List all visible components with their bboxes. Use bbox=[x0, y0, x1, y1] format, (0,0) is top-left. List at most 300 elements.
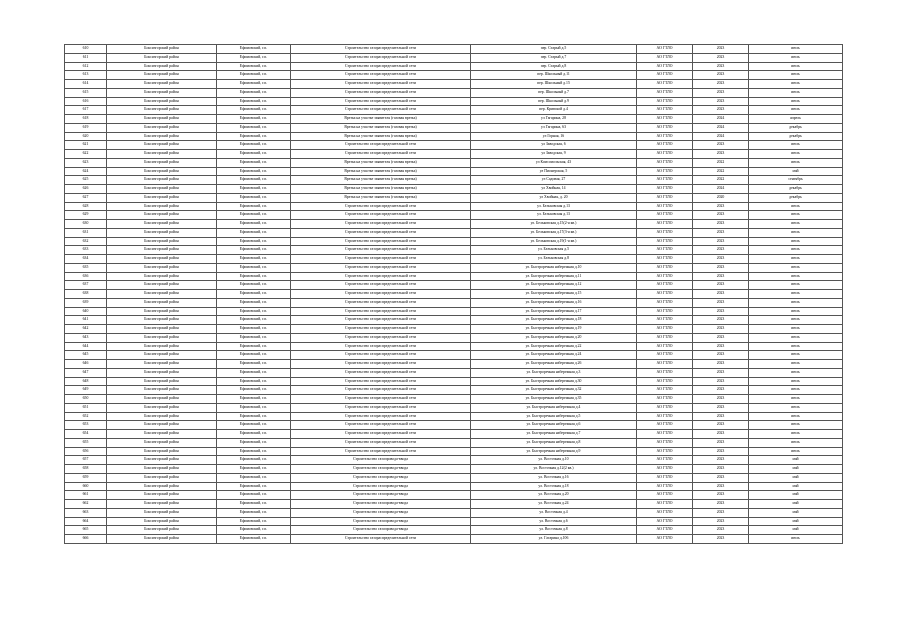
table-row bbox=[65, 193, 843, 202]
table-row bbox=[65, 263, 843, 272]
district-cell: Боксизгорский район bbox=[107, 368, 217, 377]
organization-cell: АО ГТЛО bbox=[637, 167, 693, 176]
organization-cell: АО ГТЛО bbox=[637, 290, 693, 299]
address-cell: ул. Гагарина д.106 bbox=[471, 535, 637, 544]
row-number-cell: 654 bbox=[65, 430, 107, 439]
district-cell: Боксизгорский район bbox=[107, 220, 217, 229]
work-type-cell: Строительство газораспределительной сети bbox=[291, 62, 471, 71]
year-cell: 2023 bbox=[693, 263, 749, 272]
district-cell: Боксизгорский район bbox=[107, 158, 217, 167]
district-cell: Боксизгорский район bbox=[107, 342, 217, 351]
table-row bbox=[65, 307, 843, 316]
table-row bbox=[65, 176, 843, 185]
table-row bbox=[65, 360, 843, 369]
work-type-cell: Врезка на участке заявителя (газовая врезка) bbox=[291, 123, 471, 132]
address-cell: ул. Бельковская д.15(2-я кв.) bbox=[471, 220, 637, 229]
work-type-cell: Строительство газопровода-ввода bbox=[291, 473, 471, 482]
settlement-cell: Ефимовский, г.п. bbox=[217, 307, 291, 316]
table-row bbox=[65, 430, 843, 439]
table-row bbox=[65, 97, 843, 106]
work-type-cell: Строительство газораспределительной сети bbox=[291, 395, 471, 404]
table-row bbox=[65, 185, 843, 194]
organization-cell: АО ГТЛО bbox=[637, 176, 693, 185]
work-type-cell: Строительство газораспределительной сети bbox=[291, 316, 471, 325]
month-cell: июль bbox=[749, 535, 843, 544]
settlement-cell: Ефимовский, г.п. bbox=[217, 272, 291, 281]
organization-cell: АО ГТЛО bbox=[637, 500, 693, 509]
table-row bbox=[65, 80, 843, 89]
row-number-cell: 663 bbox=[65, 508, 107, 517]
work-type-cell: Строительство газораспределительной сети bbox=[291, 342, 471, 351]
address-cell: ул. Быстроречная набережная д.35 bbox=[471, 395, 637, 404]
work-type-cell: Строительство газопровода-ввода bbox=[291, 491, 471, 500]
table-row bbox=[65, 535, 843, 544]
table-row bbox=[65, 115, 843, 124]
year-cell: 2023 bbox=[693, 150, 749, 159]
year-cell: 2023 bbox=[693, 97, 749, 106]
district-cell: Боксизгорский район bbox=[107, 333, 217, 342]
row-number-cell: 630 bbox=[65, 220, 107, 229]
address-cell: ул. Восточная д.24 bbox=[471, 500, 637, 509]
settlement-cell: Ефимовский, г.п. bbox=[217, 298, 291, 307]
year-cell: 2023 bbox=[693, 246, 749, 255]
address-cell: ул. Быстроречная набережная д.24 bbox=[471, 351, 637, 360]
settlement-cell: Ефимовский, г.п. bbox=[217, 430, 291, 439]
row-number-cell: 646 bbox=[65, 360, 107, 369]
row-number-cell: 613 bbox=[65, 71, 107, 80]
year-cell: 2023 bbox=[693, 71, 749, 80]
work-type-cell: Строительство газораспределительной сети bbox=[291, 220, 471, 229]
address-cell: ул. Восточная д.12(2 кв.) bbox=[471, 465, 637, 474]
month-cell: июль bbox=[749, 395, 843, 404]
year-cell: 2024 bbox=[693, 123, 749, 132]
year-cell: 2022 bbox=[693, 167, 749, 176]
month-cell: июль bbox=[749, 333, 843, 342]
row-number-cell: 660 bbox=[65, 482, 107, 491]
work-type-cell: Строительство газораспределительной сети bbox=[291, 535, 471, 544]
organization-cell: АО ГТЛО bbox=[637, 438, 693, 447]
month-cell: июль bbox=[749, 386, 843, 395]
month-cell: май bbox=[749, 526, 843, 535]
year-cell: 2023 bbox=[693, 220, 749, 229]
work-type-cell: Строительство газораспределительной сети bbox=[291, 333, 471, 342]
district-cell: Боксизгорский район bbox=[107, 517, 217, 526]
table-row bbox=[65, 403, 843, 412]
row-number-cell: 631 bbox=[65, 228, 107, 237]
district-cell: Боксизгорский район bbox=[107, 45, 217, 54]
year-cell: 2023 bbox=[693, 473, 749, 482]
address-cell: пер. Старый д.5 bbox=[471, 45, 637, 54]
address-cell: ул. Быстроречная набережная д.26 bbox=[471, 360, 637, 369]
row-number-cell: 664 bbox=[65, 517, 107, 526]
address-cell: ул Пионерская, 5 bbox=[471, 167, 637, 176]
work-type-cell: Строительство газораспределительной сети bbox=[291, 403, 471, 412]
settlement-cell: Ефимовский, г.п. bbox=[217, 473, 291, 482]
work-type-cell: Строительство газораспределительной сети bbox=[291, 430, 471, 439]
organization-cell: АО ГТЛО bbox=[637, 517, 693, 526]
month-cell: июль bbox=[749, 246, 843, 255]
month-cell: июль bbox=[749, 220, 843, 229]
row-number-cell: 640 bbox=[65, 307, 107, 316]
district-cell: Боксизгорский район bbox=[107, 263, 217, 272]
settlement-cell: Ефимовский, г.п. bbox=[217, 535, 291, 544]
work-type-cell: Строительство газораспределительной сети bbox=[291, 290, 471, 299]
work-type-cell: Строительство газораспределительной сети bbox=[291, 298, 471, 307]
settlement-cell: Ефимовский, г.п. bbox=[217, 141, 291, 150]
address-cell: ул. Быстроречная набережная д.7 bbox=[471, 430, 637, 439]
district-cell: Боксизгорский район bbox=[107, 500, 217, 509]
organization-cell: АО ГТЛО bbox=[637, 333, 693, 342]
organization-cell: АО ГТЛО bbox=[637, 456, 693, 465]
address-cell: ул. Быстроречная набережная д.12 bbox=[471, 281, 637, 290]
year-cell: 2023 bbox=[693, 106, 749, 115]
year-cell: 2024 bbox=[693, 185, 749, 194]
table-row bbox=[65, 132, 843, 141]
row-number-cell: 618 bbox=[65, 115, 107, 124]
work-type-cell: Строительство газораспределительной сети bbox=[291, 88, 471, 97]
organization-cell: АО ГТЛО bbox=[637, 395, 693, 404]
year-cell: 2023 bbox=[693, 500, 749, 509]
month-cell: июль bbox=[749, 307, 843, 316]
district-cell: Боксизгорский район bbox=[107, 106, 217, 115]
month-cell: апрель bbox=[749, 115, 843, 124]
row-number-cell: 616 bbox=[65, 97, 107, 106]
month-cell: июль bbox=[749, 228, 843, 237]
table-row bbox=[65, 386, 843, 395]
settlement-cell: Ефимовский, г.п. bbox=[217, 45, 291, 54]
address-cell: ул. Бельковская д.5 bbox=[471, 246, 637, 255]
organization-cell: АО ГТЛО bbox=[637, 342, 693, 351]
row-number-cell: 612 bbox=[65, 62, 107, 71]
year-cell: 2023 bbox=[693, 202, 749, 211]
table-row bbox=[65, 62, 843, 71]
year-cell: 2023 bbox=[693, 395, 749, 404]
settlement-cell: Ефимовский, г.п. bbox=[217, 508, 291, 517]
row-number-cell: 626 bbox=[65, 185, 107, 194]
table-row bbox=[65, 45, 843, 54]
year-cell: 2023 bbox=[693, 403, 749, 412]
table-row bbox=[65, 272, 843, 281]
organization-cell: АО ГТЛО bbox=[637, 246, 693, 255]
work-type-cell: Строительство газораспределительной сети bbox=[291, 386, 471, 395]
work-type-cell: Строительство газораспределительной сети bbox=[291, 106, 471, 115]
address-cell: ул. Быстроречная набережная д.16 bbox=[471, 298, 637, 307]
address-cell: пер. Школьный д.11 bbox=[471, 71, 637, 80]
row-number-cell: 651 bbox=[65, 403, 107, 412]
settlement-cell: Ефимовский, г.п. bbox=[217, 377, 291, 386]
row-number-cell: 627 bbox=[65, 193, 107, 202]
month-cell: июль bbox=[749, 88, 843, 97]
address-cell: пер. Старый д.8 bbox=[471, 62, 637, 71]
settlement-cell: Ефимовский, г.п. bbox=[217, 403, 291, 412]
row-number-cell: 652 bbox=[65, 412, 107, 421]
work-type-cell: Строительство газораспределительной сети bbox=[291, 272, 471, 281]
row-number-cell: 648 bbox=[65, 377, 107, 386]
table-row bbox=[65, 71, 843, 80]
district-cell: Боксизгорский район bbox=[107, 473, 217, 482]
organization-cell: АО ГТЛО bbox=[637, 263, 693, 272]
month-cell: май bbox=[749, 167, 843, 176]
organization-cell: АО ГТЛО bbox=[637, 298, 693, 307]
table-body bbox=[65, 45, 843, 544]
organization-cell: АО ГТЛО bbox=[637, 412, 693, 421]
settlement-cell: Ефимовский, г.п. bbox=[217, 246, 291, 255]
work-type-cell: Строительство газопровода-ввода bbox=[291, 517, 471, 526]
address-cell: пер. Старый д.7 bbox=[471, 53, 637, 62]
organization-cell: АО ГТЛО bbox=[637, 228, 693, 237]
organization-cell: АО ГТЛО bbox=[637, 351, 693, 360]
work-type-cell: Строительство газораспределительной сети bbox=[291, 307, 471, 316]
month-cell: июль bbox=[749, 438, 843, 447]
settlement-cell: Ефимовский, г.п. bbox=[217, 62, 291, 71]
settlement-cell: Ефимовский, г.п. bbox=[217, 71, 291, 80]
organization-cell: АО ГТЛО bbox=[637, 272, 693, 281]
table-row bbox=[65, 412, 843, 421]
year-cell: 2023 bbox=[693, 307, 749, 316]
work-type-cell: Строительство газопровода-ввода bbox=[291, 465, 471, 474]
settlement-cell: Ефимовский, г.п. bbox=[217, 342, 291, 351]
settlement-cell: Ефимовский, г.п. bbox=[217, 438, 291, 447]
settlement-cell: Ефимовский, г.п. bbox=[217, 412, 291, 421]
district-cell: Боксизгорский район bbox=[107, 395, 217, 404]
table-row bbox=[65, 333, 843, 342]
district-cell: Боксизгорский район bbox=[107, 281, 217, 290]
year-cell: 2023 bbox=[693, 325, 749, 334]
address-cell: ул. Быстроречная набережная д.32 bbox=[471, 386, 637, 395]
work-type-cell: Строительство газораспределительной сети bbox=[291, 255, 471, 264]
settlement-cell: Ефимовский, г.п. bbox=[217, 368, 291, 377]
month-cell: май bbox=[749, 500, 843, 509]
settlement-cell: Ефимовский, г.п. bbox=[217, 228, 291, 237]
month-cell: июль bbox=[749, 150, 843, 159]
district-cell: Боксизгорский район bbox=[107, 150, 217, 159]
work-type-cell: Врезка на участке заявителя (газовая врезка) bbox=[291, 167, 471, 176]
settlement-cell: Ефимовский, г.п. bbox=[217, 80, 291, 89]
district-cell: Боксизгорский район bbox=[107, 298, 217, 307]
settlement-cell: Ефимовский, г.п. bbox=[217, 176, 291, 185]
year-cell: 2023 bbox=[693, 80, 749, 89]
organization-cell: АО ГТЛО bbox=[637, 211, 693, 220]
year-cell: 2023 bbox=[693, 438, 749, 447]
month-cell: июль bbox=[749, 45, 843, 54]
work-type-cell: Строительство газораспределительной сети bbox=[291, 150, 471, 159]
month-cell: май bbox=[749, 508, 843, 517]
table-row bbox=[65, 237, 843, 246]
district-cell: Боксизгорский район bbox=[107, 421, 217, 430]
district-cell: Боксизгорский район bbox=[107, 272, 217, 281]
district-cell: Боксизгорский район bbox=[107, 456, 217, 465]
organization-cell: АО ГТЛО bbox=[637, 80, 693, 89]
settlement-cell: Ефимовский, г.п. bbox=[217, 333, 291, 342]
district-cell: Боксизгорский район bbox=[107, 132, 217, 141]
settlement-cell: Ефимовский, г.п. bbox=[217, 167, 291, 176]
year-cell: 2023 bbox=[693, 526, 749, 535]
work-type-cell: Строительство газораспределительной сети bbox=[291, 237, 471, 246]
district-cell: Боксизгорский район bbox=[107, 377, 217, 386]
organization-cell: АО ГТЛО bbox=[637, 255, 693, 264]
settlement-cell: Ефимовский, г.п. bbox=[217, 202, 291, 211]
month-cell: июль bbox=[749, 290, 843, 299]
table-row bbox=[65, 456, 843, 465]
row-number-cell: 655 bbox=[65, 438, 107, 447]
address-cell: ул. Восточная д.6 bbox=[471, 517, 637, 526]
address-cell: ул. Бельковская д.13 bbox=[471, 202, 637, 211]
work-type-cell: Строительство газораспределительной сети bbox=[291, 351, 471, 360]
organization-cell: АО ГТЛО bbox=[637, 123, 693, 132]
organization-cell: АО ГТЛО bbox=[637, 97, 693, 106]
work-type-cell: Строительство газораспределительной сети bbox=[291, 447, 471, 456]
address-cell: пер. Кривской д.4 bbox=[471, 106, 637, 115]
work-type-cell: Строительство газопровода-ввода bbox=[291, 482, 471, 491]
table-row bbox=[65, 53, 843, 62]
year-cell: 2022 bbox=[693, 158, 749, 167]
settlement-cell: Ефимовский, г.п. bbox=[217, 395, 291, 404]
row-number-cell: 649 bbox=[65, 386, 107, 395]
row-number-cell: 642 bbox=[65, 325, 107, 334]
table-row bbox=[65, 465, 843, 474]
row-number-cell: 645 bbox=[65, 351, 107, 360]
month-cell: июль bbox=[749, 351, 843, 360]
row-number-cell: 614 bbox=[65, 80, 107, 89]
address-cell: ул. Бельковская д.13 bbox=[471, 211, 637, 220]
month-cell: июль bbox=[749, 272, 843, 281]
row-number-cell: 666 bbox=[65, 535, 107, 544]
address-cell: ул. Быстроречная набережная д.17 bbox=[471, 307, 637, 316]
month-cell: июль bbox=[749, 342, 843, 351]
table-row bbox=[65, 167, 843, 176]
address-cell: ул. Бельковская д.17(3-я кв.) bbox=[471, 228, 637, 237]
settlement-cell: Ефимовский, г.п. bbox=[217, 193, 291, 202]
district-cell: Боксизгорский район bbox=[107, 185, 217, 194]
row-number-cell: 658 bbox=[65, 465, 107, 474]
settlement-cell: Ефимовский, г.п. bbox=[217, 220, 291, 229]
year-cell: 2023 bbox=[693, 211, 749, 220]
table-row bbox=[65, 202, 843, 211]
organization-cell: АО ГТЛО bbox=[637, 482, 693, 491]
district-cell: Боксизгорский район bbox=[107, 290, 217, 299]
year-cell: 2023 bbox=[693, 53, 749, 62]
district-cell: Боксизгорский район bbox=[107, 228, 217, 237]
month-cell: июль bbox=[749, 80, 843, 89]
row-number-cell: 620 bbox=[65, 132, 107, 141]
row-number-cell: 615 bbox=[65, 88, 107, 97]
table-row bbox=[65, 447, 843, 456]
row-number-cell: 662 bbox=[65, 500, 107, 509]
settlement-cell: Ефимовский, г.п. bbox=[217, 255, 291, 264]
month-cell: июль bbox=[749, 403, 843, 412]
district-cell: Боксизгорский район bbox=[107, 508, 217, 517]
settlement-cell: Ефимовский, г.п. bbox=[217, 97, 291, 106]
row-number-cell: 635 bbox=[65, 263, 107, 272]
table-row bbox=[65, 298, 843, 307]
month-cell: июль bbox=[749, 211, 843, 220]
table-row bbox=[65, 508, 843, 517]
organization-cell: АО ГТЛО bbox=[637, 71, 693, 80]
district-cell: Боксизгорский район bbox=[107, 465, 217, 474]
year-cell: 2023 bbox=[693, 508, 749, 517]
month-cell: июль bbox=[749, 447, 843, 456]
settlement-cell: Ефимовский, г.п. bbox=[217, 447, 291, 456]
district-cell: Боксизгорский район bbox=[107, 412, 217, 421]
month-cell: июль bbox=[749, 298, 843, 307]
table-row bbox=[65, 158, 843, 167]
settlement-cell: Ефимовский, г.п. bbox=[217, 106, 291, 115]
work-type-cell: Строительство газопровода-ввода bbox=[291, 508, 471, 517]
row-number-cell: 632 bbox=[65, 237, 107, 246]
district-cell: Боксизгорский район bbox=[107, 325, 217, 334]
table-row bbox=[65, 517, 843, 526]
table-row bbox=[65, 482, 843, 491]
month-cell: май bbox=[749, 456, 843, 465]
table-row bbox=[65, 473, 843, 482]
settlement-cell: Ефимовский, г.п. bbox=[217, 237, 291, 246]
address-cell: ул. Быстроречная набережная д.10 bbox=[471, 263, 637, 272]
district-cell: Боксизгорский район bbox=[107, 193, 217, 202]
row-number-cell: 610 bbox=[65, 45, 107, 54]
district-cell: Боксизгорский район bbox=[107, 141, 217, 150]
address-cell: ул Комсомольская, 43 bbox=[471, 158, 637, 167]
year-cell: 2023 bbox=[693, 368, 749, 377]
organization-cell: АО ГТЛО bbox=[637, 115, 693, 124]
address-cell: ул. Быстроречная набережная д.11 bbox=[471, 272, 637, 281]
year-cell: 2023 bbox=[693, 447, 749, 456]
address-cell: ул. Быстроречная набережная д.3 bbox=[471, 368, 637, 377]
settlement-cell: Ефимовский, г.п. bbox=[217, 526, 291, 535]
organization-cell: АО ГТЛО bbox=[637, 447, 693, 456]
work-type-cell: Строительство газопровода-ввода bbox=[291, 526, 471, 535]
district-cell: Боксизгорский район bbox=[107, 360, 217, 369]
district-cell: Боксизгорский район bbox=[107, 447, 217, 456]
address-cell: ул. Быстроречная набережная д.19 bbox=[471, 325, 637, 334]
month-cell: июль bbox=[749, 97, 843, 106]
settlement-cell: Ефимовский, г.п. bbox=[217, 386, 291, 395]
district-cell: Боксизгорский район bbox=[107, 237, 217, 246]
month-cell: июль bbox=[749, 325, 843, 334]
year-cell: 2024 bbox=[693, 132, 749, 141]
year-cell: 2023 bbox=[693, 465, 749, 474]
month-cell: май bbox=[749, 491, 843, 500]
address-cell: ул Хвойная, д. 20 bbox=[471, 193, 637, 202]
work-type-cell: Строительство газораспределительной сети bbox=[291, 141, 471, 150]
organization-cell: АО ГТЛО bbox=[637, 421, 693, 430]
address-cell: ул. Быстроречная набережная д.30 bbox=[471, 377, 637, 386]
table-row bbox=[65, 88, 843, 97]
settlement-cell: Ефимовский, г.п. bbox=[217, 150, 291, 159]
organization-cell: АО ГТЛО bbox=[637, 185, 693, 194]
work-type-cell: Строительство газораспределительной сети bbox=[291, 97, 471, 106]
work-type-cell: Строительство газораспределительной сети bbox=[291, 211, 471, 220]
work-type-cell: Врезка на участке заявителя (газовая врезка) bbox=[291, 132, 471, 141]
month-cell: июль bbox=[749, 430, 843, 439]
table-row bbox=[65, 290, 843, 299]
district-cell: Боксизгорский район bbox=[107, 255, 217, 264]
year-cell: 2023 bbox=[693, 482, 749, 491]
work-type-cell: Строительство газопровода-ввода bbox=[291, 500, 471, 509]
year-cell: 2023 bbox=[693, 62, 749, 71]
organization-cell: АО ГТЛО bbox=[637, 307, 693, 316]
settlement-cell: Ефимовский, г.п. bbox=[217, 185, 291, 194]
work-type-cell: Строительство газораспределительной сети bbox=[291, 71, 471, 80]
address-cell: ул. Восточная д.10 bbox=[471, 456, 637, 465]
table-row bbox=[65, 228, 843, 237]
table-row bbox=[65, 500, 843, 509]
work-type-cell: Строительство газопровода-ввода bbox=[291, 456, 471, 465]
row-number-cell: 628 bbox=[65, 202, 107, 211]
year-cell: 2023 bbox=[693, 237, 749, 246]
table-row bbox=[65, 526, 843, 535]
row-number-cell: 653 bbox=[65, 421, 107, 430]
address-cell: ул Садовая, 27 bbox=[471, 176, 637, 185]
